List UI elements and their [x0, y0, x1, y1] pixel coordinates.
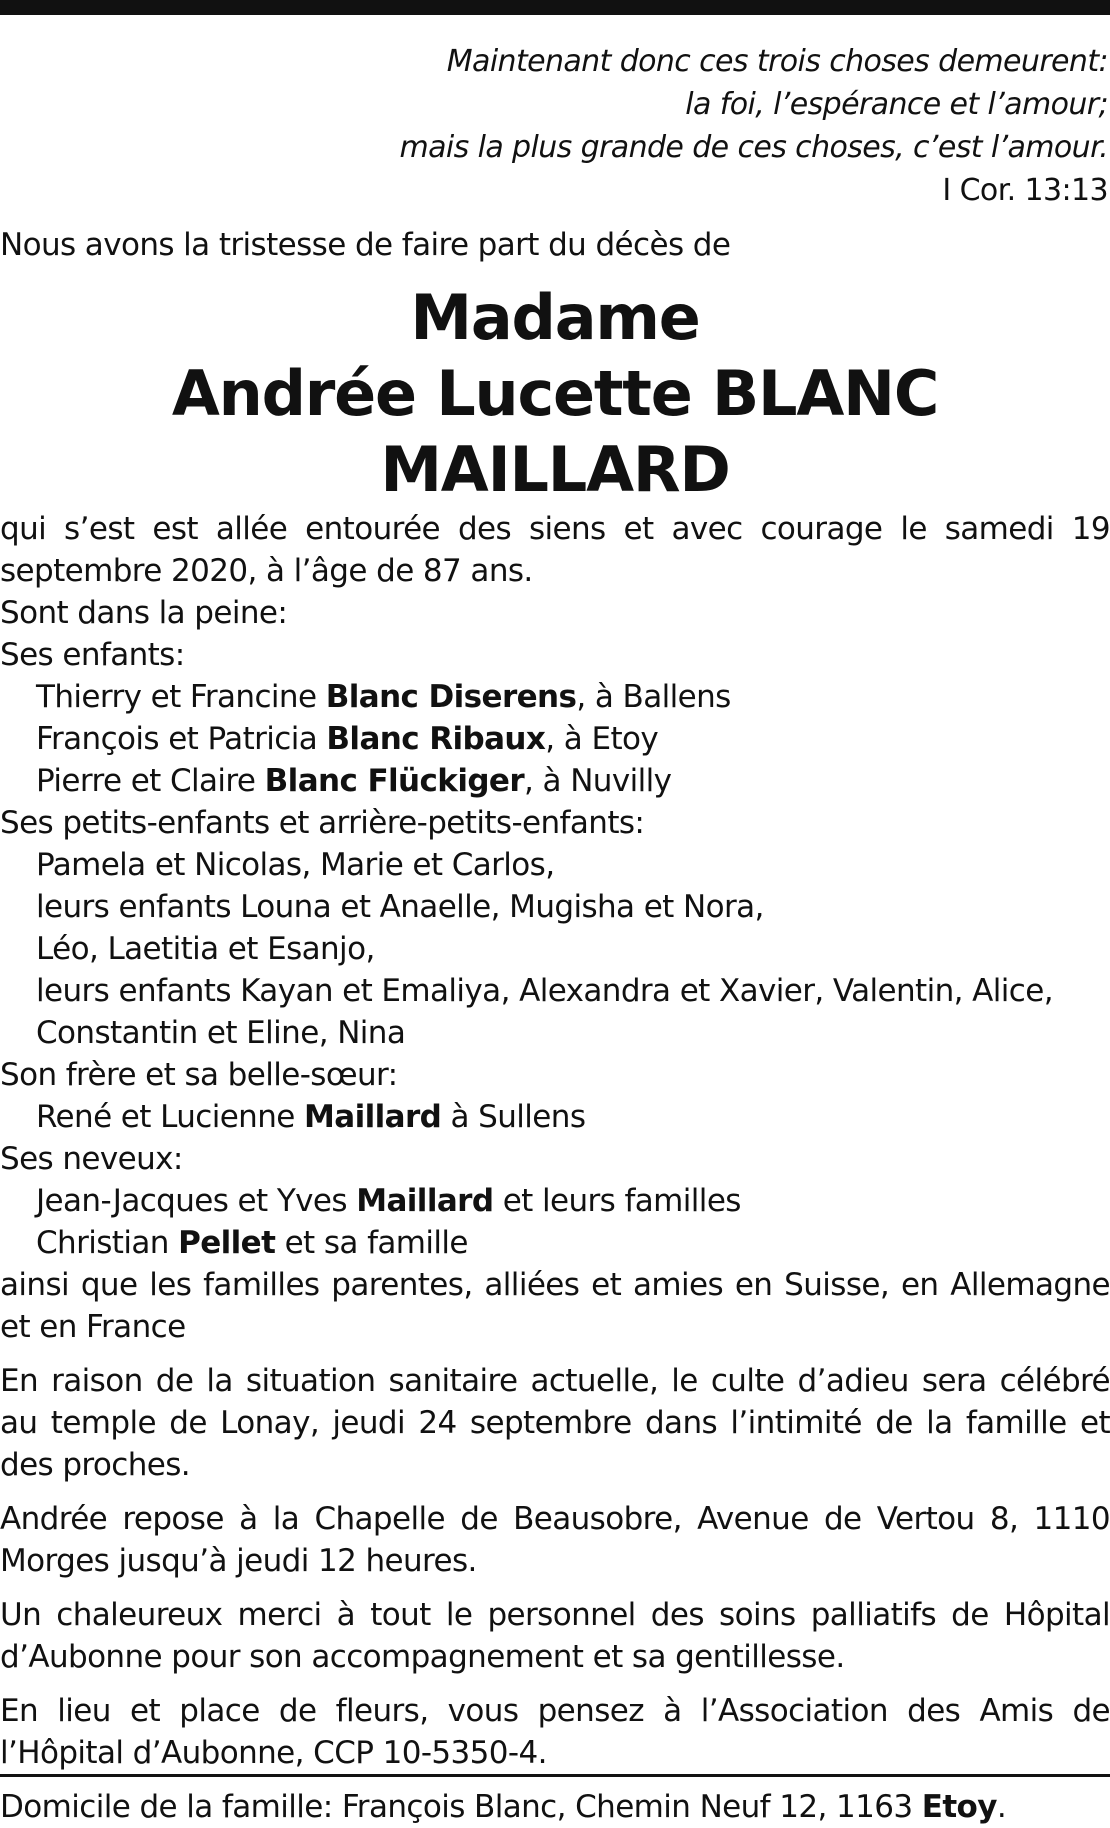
thanks-message: Un chaleureux merci à tout le personnel des soins palliatifs de Hôpital d’Aubonne pour son accompagnement et sa gentillesse.	[0, 1597, 1110, 1675]
child-entry	[0, 718, 1110, 760]
nephew-suffix: et leurs familles	[493, 1183, 741, 1219]
grandchildren-heading: Ses petits-enfants et arrière-petits-enfants:	[0, 805, 645, 841]
donation-info: En lieu et place de fleurs, vous pensez à l’Association des Amis de l’Hôpital d’Aubonne, CCP 10-5350-4.	[0, 1693, 1110, 1771]
grandchildren-line: leurs enfants Louna et Anaelle, Mugisha et Nora,	[36, 889, 764, 925]
sibling-place: à Sullens	[441, 1099, 586, 1135]
intro-text: Nous avons la tristesse de faire part du décès de	[0, 227, 731, 263]
sibling-heading: Son frère et sa belle-sœur:	[0, 1057, 398, 1093]
child-place: , à Ballens	[576, 679, 731, 715]
top-border-rule	[0, 0, 1110, 15]
deceased-full-name: Andrée Lucette BLANC MAILLARD	[171, 357, 939, 506]
nephews-heading: Ses neveux:	[0, 1141, 183, 1177]
child-entry	[0, 760, 1110, 802]
child-place: , à Etoy	[545, 721, 659, 757]
child-names: Pierre et Claire	[36, 763, 265, 799]
child-names: François et Patricia	[36, 721, 327, 757]
domicile-town: Etoy	[921, 1789, 997, 1825]
obituary-notice	[0, 40, 1110, 1828]
domicile-end: .	[996, 1789, 1007, 1825]
child-place: , à Nuvilly	[524, 763, 672, 799]
verse-reference: I Cor. 13:13	[942, 173, 1108, 208]
sibling-names: René et Lucienne	[36, 1099, 304, 1135]
family-domicile	[0, 1786, 1110, 1828]
domicile-text: Domicile de la famille: François Blanc, Chemin Neuf 12, 1163	[0, 1789, 922, 1825]
extended-family: ainsi que les familles parentes, alliées et amies en Suisse, en Allemagne et en France	[0, 1267, 1110, 1345]
death-statement: qui s’est est allée entourée des siens et avec courage le samedi 19 septembre 2020, à l’âge de 87 ans.	[0, 511, 1110, 589]
sibling-entry	[0, 1096, 1110, 1138]
children-heading: Ses enfants:	[0, 637, 185, 673]
mourners-heading: Sont dans la peine:	[0, 595, 288, 631]
honorific: Madame	[410, 281, 700, 354]
verse-line: mais la plus grande de ces choses, c’est l’amour.	[399, 130, 1108, 165]
nephew-entry	[0, 1222, 1110, 1264]
nephew-names: Christian	[36, 1225, 179, 1261]
bottom-border-rule	[0, 1774, 1110, 1777]
grandchildren-line: Pamela et Nicolas, Marie et Carlos,	[36, 847, 555, 883]
deceased-name-block	[0, 280, 1110, 508]
grandchildren-line: Constantin et Eline, Nina	[36, 1015, 406, 1051]
child-surname: Blanc Flückiger	[264, 763, 525, 799]
grandchildren-line: Léo, Laetitia et Esanjo,	[36, 931, 375, 967]
verse-line: Maintenant donc ces trois choses demeurent:	[446, 44, 1108, 79]
bible-verse	[0, 40, 1110, 212]
nephew-suffix: et sa famille	[275, 1225, 468, 1261]
nephew-surname: Pellet	[178, 1225, 276, 1261]
nephew-entry	[0, 1180, 1110, 1222]
sibling-surname: Maillard	[304, 1099, 442, 1135]
ceremony-info: En raison de la situation sanitaire actuelle, le culte d’adieu sera célébré au temple de Lonay, jeudi 24 septembre dans l’intimité de la famille et des proches.	[0, 1363, 1110, 1483]
child-surname: Blanc Diserens	[325, 679, 577, 715]
grandchildren-line: leurs enfants Kayan et Emaliya, Alexandra et Xavier, Valentin, Alice,	[36, 973, 1053, 1009]
nephew-surname: Maillard	[356, 1183, 494, 1219]
child-entry	[0, 676, 1110, 718]
repose-info: Andrée repose à la Chapelle de Beausobre, Avenue de Vertou 8, 1110 Morges jusqu’à jeudi 12 heures.	[0, 1501, 1110, 1579]
child-names: Thierry et Francine	[36, 679, 326, 715]
nephew-names: Jean-Jacques et Yves	[36, 1183, 357, 1219]
verse-line: la foi, l’espérance et l’amour;	[685, 87, 1108, 122]
child-surname: Blanc Ribaux	[326, 721, 546, 757]
